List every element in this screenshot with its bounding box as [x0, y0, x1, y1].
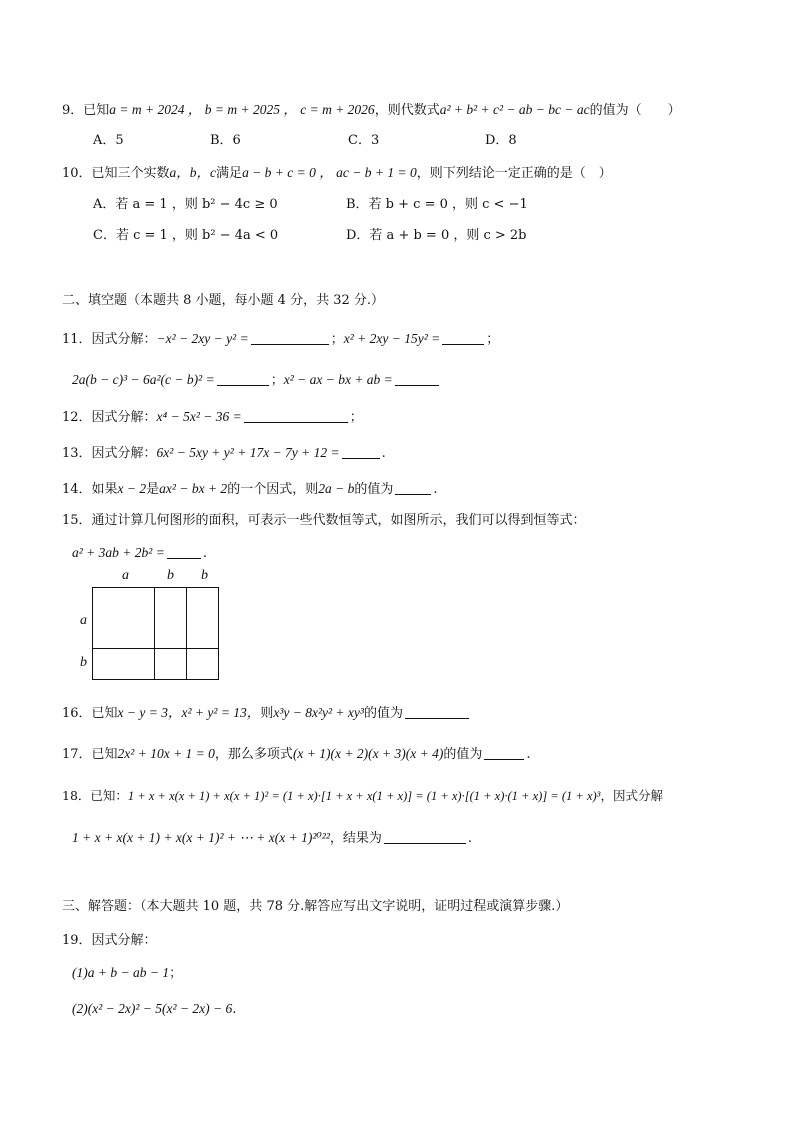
- fig-cell-b-b1: [154, 648, 187, 680]
- q18-line2: [72, 829, 472, 848]
- fig-top-label-b1: b: [167, 568, 174, 583]
- fig-side-label-a: a: [80, 613, 87, 628]
- q14-mid2: 的一个因式，则: [227, 482, 319, 497]
- q9-option-c[interactable]: C．3: [348, 133, 380, 148]
- fig-side-label-b: b: [80, 655, 87, 670]
- q9-expression: a² + b² + c² − ab − bc − ac: [439, 102, 590, 117]
- q17-end: .: [526, 747, 531, 762]
- q9-stem: 9．已知: [62, 103, 110, 118]
- q16-stem: 16．已知: [62, 706, 118, 721]
- q19-part2: [72, 1000, 236, 1019]
- fig-top-label-b2: b: [201, 568, 208, 583]
- q15-stem: 15．通过计算几何图形的面积，可表示一些代数恒等式，如图所示，我们可以得到恒等式：: [62, 513, 586, 528]
- q16-condition: x − y = 3，x² + y² = 13，: [117, 705, 261, 720]
- q11-blank1[interactable]: [251, 331, 329, 345]
- q11-line1: [62, 330, 499, 349]
- q9-tail: 的值为（ ）: [589, 103, 681, 118]
- q18-stem: 18．已知：: [62, 788, 128, 803]
- q9-mid: ，则代数式: [374, 103, 440, 118]
- section2-title: 二、填空题（本题共 8 小题，每小题 4 分，共 32 分.）: [62, 293, 385, 308]
- q17-condition: 2x² + 10x + 1 = 0: [117, 746, 215, 761]
- q14-mid3: 的值为: [354, 482, 394, 497]
- q10-tail: ，则下列结论一定正确的是（ ）: [416, 166, 612, 181]
- fig-top-label-a: a: [122, 568, 129, 583]
- q10-option-d[interactable]: D．若 a + b = 0 ，则 c > 2b: [346, 228, 527, 243]
- q11-blank2[interactable]: [442, 331, 484, 345]
- q16-blank[interactable]: [405, 705, 469, 719]
- q17-expression: (x + 1)(x + 2)(x + 3)(x + 4): [292, 746, 444, 761]
- q12-tail: ；: [349, 410, 363, 425]
- q15-tail: .: [202, 546, 207, 561]
- q9-option-a[interactable]: A．5: [93, 133, 124, 148]
- q11-sep2: ；: [486, 332, 500, 347]
- q11-expr3: 2a(b − c)³ − 6a²(c − b)² =: [72, 372, 215, 387]
- q9-condition: a = m + 2024 ， b = m + 2025 ， c = m + 2026: [109, 102, 375, 117]
- q10-stem: 10．已知三个实数: [62, 166, 170, 181]
- q13-blank[interactable]: [342, 445, 380, 459]
- q18-blank[interactable]: [384, 830, 466, 844]
- q18-line1: [62, 787, 663, 805]
- q12-line: [62, 408, 363, 427]
- q19-part1-expr: (1)a + b − ab − 1: [72, 965, 170, 980]
- q18-expression2: 1 + x + x(x + 1) + x(x + 1)² + ⋯ + x(x + 1)²⁰²²: [72, 830, 330, 845]
- q18-tail2: ，结果为: [329, 831, 382, 846]
- q11-expr4: x² − ax − bx + ab =: [283, 372, 393, 387]
- q15-area-figure: [80, 568, 230, 684]
- q12-blank[interactable]: [244, 409, 348, 423]
- q13-stem: 13．因式分解：: [62, 446, 157, 461]
- q10-vars: a，b，c: [169, 165, 217, 180]
- q13-tail: .: [381, 446, 386, 461]
- q9-option-b[interactable]: B．6: [210, 133, 241, 148]
- q16-expression: x³y − 8x²y² + xy³: [273, 705, 364, 720]
- q14-expr3: 2a − b: [318, 481, 355, 496]
- q10-option-b[interactable]: B．若 b + c = 0 ，则 c < −1: [346, 197, 528, 212]
- q14-expr1: x − 2: [117, 481, 147, 496]
- q14-line: [62, 480, 437, 499]
- section3-title: 三、解答题：（本大题共 10 题，共 78 分.解答应写出文字说明，证明过程或演算步骤.）: [62, 899, 569, 914]
- q12-stem: 12．因式分解：: [62, 410, 157, 425]
- q19-part2-end: .: [232, 1002, 237, 1017]
- q18-expression: 1 + x + x(x + 1) + x(x + 1)² = (1 + x)·[1 + x + x(1 + x)] = (1 + x)·[(1 + x)·(1 + x)] = (1 + x)³: [127, 789, 601, 803]
- q15-expression: a² + 3ab + 2b² =: [72, 545, 165, 560]
- q17-blank[interactable]: [484, 746, 524, 760]
- q11-stem: 11．因式分解：: [62, 332, 157, 347]
- fig-cell-b-a: [92, 648, 155, 680]
- q9-option-d[interactable]: D．8: [485, 133, 517, 148]
- q11-sep1: ；: [330, 332, 344, 347]
- q14-stem: 14．如果: [62, 482, 118, 497]
- q11-blank4[interactable]: [395, 372, 439, 386]
- q19-part1-end: ；: [169, 966, 183, 981]
- q18-end: .: [467, 831, 473, 846]
- q11-expr1: −x² − 2xy − y² =: [156, 331, 249, 346]
- q11-line2: [72, 371, 441, 390]
- q14-blank[interactable]: [395, 481, 431, 495]
- q17-tail: 的值为: [443, 747, 483, 762]
- q15-blank[interactable]: [167, 545, 201, 559]
- fig-cell-a-b1: [154, 587, 187, 649]
- q10-condition: a − b + c = 0 ， ac − b + 1 = 0: [242, 165, 417, 180]
- q11-expr2: x² + 2xy − 15y² =: [343, 331, 441, 346]
- q16-line: [62, 704, 471, 723]
- q14-tail: .: [433, 482, 438, 497]
- q13-line: [62, 444, 386, 463]
- q10-line: [62, 164, 612, 183]
- q16-tail: 的值为: [363, 706, 403, 721]
- q14-mid1: 是: [146, 482, 160, 497]
- q15-expr-line: [72, 544, 207, 563]
- q17-line: [62, 745, 530, 764]
- fig-cell-a-a: [92, 587, 155, 649]
- q10-option-c[interactable]: C．若 c = 1 ，则 b² − 4a < 0: [93, 228, 279, 243]
- q17-mid: ，那么多项式: [214, 747, 293, 762]
- q10-option-a[interactable]: A．若 a = 1 ，则 b² − 4c ≥ 0: [93, 197, 278, 212]
- q14-expr2: ax² − bx + 2: [159, 481, 228, 496]
- q10-mid: 满足: [216, 166, 243, 181]
- q19-stem: 19．因式分解：: [62, 933, 157, 948]
- q11-blank3[interactable]: [217, 372, 269, 386]
- q11-sep3: ；: [270, 373, 284, 388]
- q13-expression: 6x² − 5xy + y² + 17x − 7y + 12 =: [156, 445, 340, 460]
- q19-part1: [72, 964, 182, 983]
- q12-expression: x⁴ − 5x² − 36 =: [156, 409, 242, 424]
- q19-part2-expr: (2)(x² − 2x)² − 5(x² − 2x) − 6: [72, 1001, 233, 1016]
- fig-cell-b-b2: [186, 648, 219, 680]
- q18-tail: ，因式分解: [600, 788, 663, 803]
- q9-line: [62, 101, 681, 120]
- fig-cell-a-b2: [186, 587, 219, 649]
- q17-stem: 17．已知: [62, 747, 118, 762]
- q16-mid: 则: [260, 706, 274, 721]
